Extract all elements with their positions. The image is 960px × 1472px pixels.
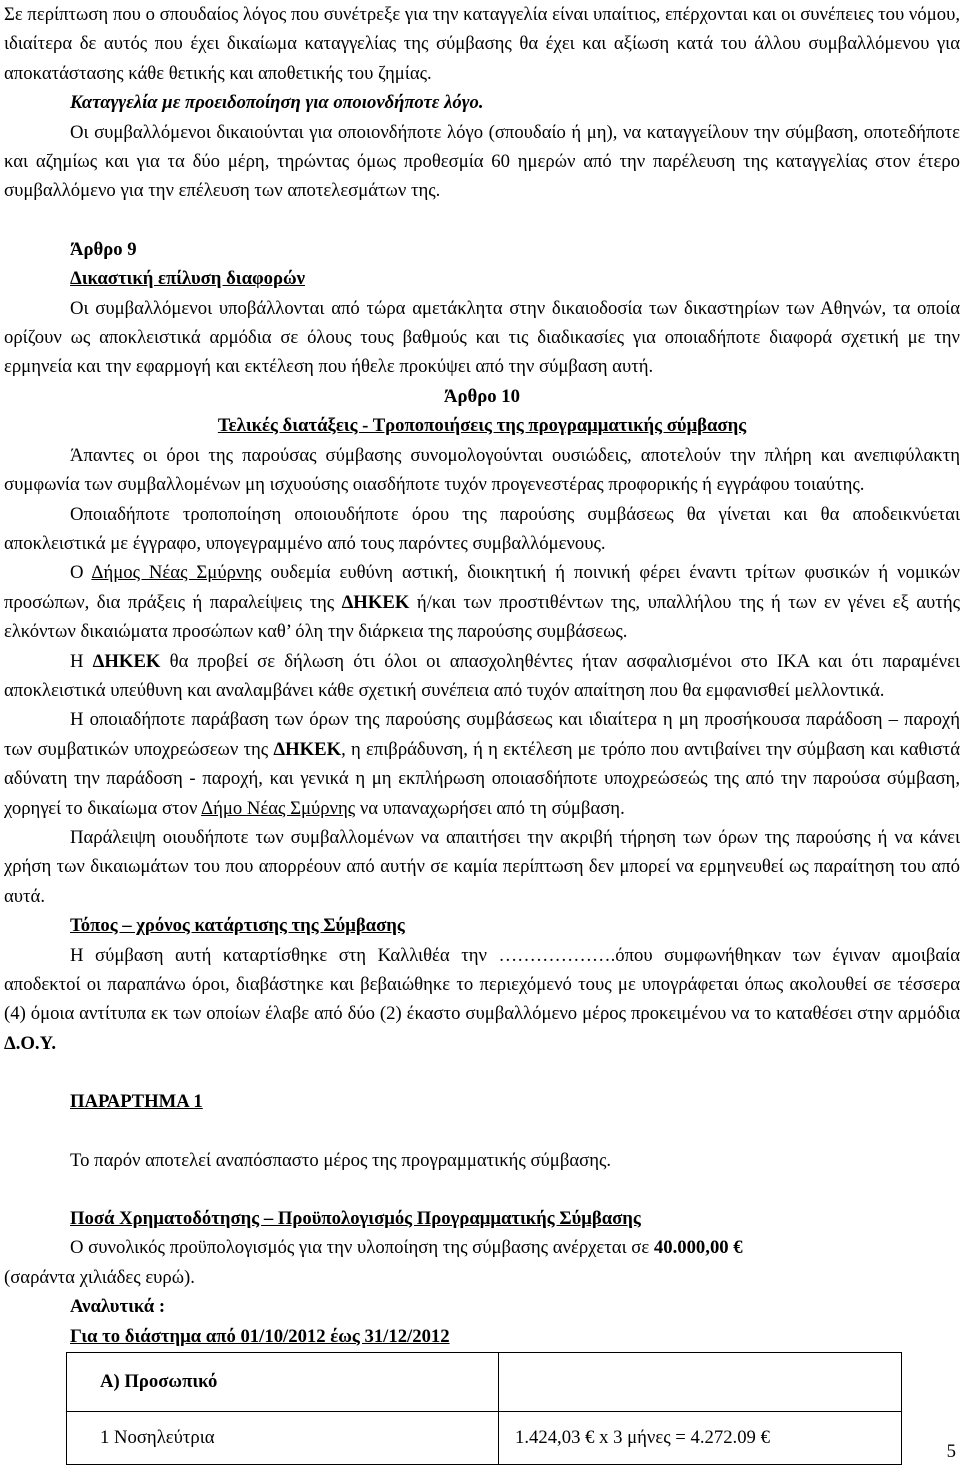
paragraph: Οι συμβαλλόμενοι δικαιούνται για οποιονδήποτε λόγο (σπουδαίο ή μη), να καταγγείλουν την σύμβαση, οποτεδήποτε και αζημίως και για τα δύο μέρη, τηρώντας όμως προθεσμία 60 ημερών από την παρέλευση της καταγγελίας στον έτερο συμβαλλόμενο για την επέλευση των αποτελεσμάτων της.	[4, 121, 960, 202]
text-run: Δήμος Νέας Σμύρνης	[91, 562, 262, 584]
paragraph: Άπαντες οι όροι της παρούσας σύμβασης συνομολογούνται ουσιώδεις, αποτελούν την πλήρη και ανεπιφύλακτη συμφωνία των συμβαλλομένων μη ισχυούσης οιασδήποτε τυχόν προγενεστέρας προφορικής ή εγγράφου τοιαύτης.	[4, 444, 960, 496]
budget-amount: 40.000,00 €	[653, 1237, 743, 1259]
budget-table	[66, 1352, 902, 1465]
text-run: θα προβεί σε δήλωση ότι όλοι οι απασχοληθέντες ήταν ασφαλισμένοι στο ΙΚΑ και ότι παραμένει αποκλειστικά υπεύθυνη και αναλαμβάνει κάθε σχετική συνέπεια από τυχόν απαίτηση που θα εμφανισθεί μελλοντικά.	[4, 650, 960, 701]
page-number: 5	[946, 1440, 956, 1462]
section-heading: Τόπος – χρόνος κατάρτισης της Σύμβασης	[70, 915, 405, 937]
budget-total	[4, 1233, 960, 1262]
text-run: ή/και των προστιθέντων της, υπαλλήλου της ή των εν γένει εξ αυτής ελκόντων δικαιώματα προσώπων καθ’ όλη την διάρκεια της παρούσης συμβάσεως.	[4, 591, 960, 643]
text-run: Η οποιαδήποτε παράβαση των όρων της παρούσης συμβάσεως και ιδιαίτερα η μη προσήκουσα παράδοση – παροχή των συμβατικών υποχρεώσεων της	[4, 709, 960, 760]
text-run: ΔΗΚΕΚ	[273, 738, 342, 760]
text-run: Η	[70, 650, 93, 672]
article-title: Τελικές διατάξεις - Τροποποιήσεις της προγραμματικής σύμβασης	[217, 415, 747, 437]
spacer	[4, 1117, 960, 1146]
article-number: Άρθρο 9	[70, 238, 137, 260]
budget-total-words: (σαράντα χιλιάδες ευρώ).	[4, 1266, 195, 1288]
article-number: Άρθρο 10	[444, 385, 520, 407]
spacer	[4, 1058, 960, 1087]
text-run: ΔΗΚΕΚ	[92, 650, 161, 672]
text-run: Δήμο Νέας Σμύρνης	[201, 797, 356, 819]
table-row	[67, 1412, 902, 1465]
paragraph	[4, 705, 960, 823]
text-run: Ο συνολικός προϋπολογισμός για την υλοποίηση της σύμβασης ανέρχεται σε	[70, 1237, 654, 1259]
paragraph: Οποιαδήποτε τροποποίηση οποιουδήποτε όρου της παρούσης συμβάσεως θα γίνεται και θα αποδεικνύεται αποκλειστικά με έγγραφο, υπογεγραμμένο από τους παρόντες συμβαλλόμενους.	[4, 503, 960, 554]
paragraph: Σε περίπτωση που ο σπουδαίος λόγος που συνέτρεξε για την καταγγελία είναι υπαίτιος, επέρχονται και οι συνέπειες του νόμου, ιδιαίτερα δε αυτός που έχει δικαίωμα καταγγελίας της σύμβασης θα έχει και αξίωση κατά του άλλου συμβαλλόμενου για αποκατάστασης κάθε θετικής και αποθετικής του ζημίας.	[4, 4, 960, 84]
spacer	[4, 1175, 960, 1204]
spacer	[4, 206, 960, 235]
text-run: Δ.Ο.Υ.	[4, 1032, 57, 1054]
section-heading: Αναλυτικά :	[70, 1296, 166, 1318]
table-cell: 1 Νοσηλεύτρια	[67, 1412, 499, 1465]
annex-text: Το παρόν αποτελεί αναπόσπαστο μέρος της προγραμματικής σύμβασης.	[70, 1149, 612, 1171]
text-run: , η επιβράδυνση, ή η εκτέλεση με τρόπο που αντιβαίνει την σύμβαση και καθιστά αδύνατη την παράδοση - παροχή, και γενικά η μη εκπλήρωση οποιασδήποτε υποχρεώσεώς της από την παρούσα σύμβαση, χορηγεί το δικαίωμα στον	[4, 738, 960, 819]
text-run: να υπαναχωρήσει από τη σύμβαση.	[355, 797, 625, 819]
table-cell: 1.424,03 € x 3 μήνες = 4.272.09 €	[499, 1412, 902, 1465]
table-row	[67, 1353, 902, 1412]
section-heading: Ποσά Χρηματοδότησης – Προϋπολογισμός Προγραμματικής Σύμβασης	[70, 1208, 641, 1230]
paragraph: Παράλειψη οιουδήποτε των συμβαλλομένων να απαιτήσει την ακριβή τήρηση των όρων της παρούσης ή να κάνει χρήση των δικαιωμάτων του που απορρέουν από αυτήν σε καμία περίπτωση δεν μπορεί να ερμηνευθεί ως παραίτηση του από αυτά.	[4, 826, 960, 907]
period-heading: Για το διάστημα από 01/10/2012 έως 31/12/2012	[70, 1325, 450, 1347]
table-header-cell: Α) Προσωπικό	[67, 1353, 499, 1412]
document-page	[4, 0, 960, 1351]
paragraph	[4, 941, 960, 1059]
annex-title: ΠΑΡΑΡΤΗΜΑ 1	[70, 1091, 203, 1113]
text-run: Ο	[70, 562, 92, 584]
table-header-cell	[499, 1353, 902, 1412]
section-heading: Καταγγελία με προειδοποίηση για οποιονδήποτε λόγο.	[70, 92, 484, 114]
text-run: Η σύμβαση αυτή καταρτίσθηκε στη Καλλιθέα την ……………….όπου συμφωνήθηκαν των έγιναν αμοιβαία αποδεκτοί οι παραπάνω όροι, διαβάστηκε και βεβαιώθηκε το περιεχόμενό τους με υπογράφεται όπως ακολουθεί σε τέσσερα (4) όμοια αντίτυπα εκ των οποίων έλαβε από δύο (2) έκαστο συμβαλλόμενο μέρος προκειμένου να το καταθέσει στην αρμόδια	[4, 944, 960, 1025]
paragraph	[4, 647, 960, 706]
paragraph: Οι συμβαλλόμενοι υποβάλλονται από τώρα αμετάκλητα στην δικαιοδοσία των δικαστηρίων των Αθηνών, τα οποία ορίζουν ως αποκλειστικά αρμόδια σε όλους τους βαθμούς και τις διαδικασίες για οποιαδήποτε διαφορά σχετική με την ερμηνεία και την εφαρμογή και εκτέλεση που ήθελε προκύψει από την σύμβαση αυτή.	[4, 297, 960, 378]
paragraph	[4, 558, 960, 646]
text-run: ΔΗΚΕΚ	[341, 591, 410, 613]
article-title: Δικαστική επίλυση διαφορών	[70, 268, 306, 290]
text-run: ουδεμία ευθύνη αστική, διοικητική ή ποινική φέρει έναντι τρίτων φυσικών ή νομικών προσώπων, δια πράξεις ή παραλείψεις της	[4, 562, 960, 613]
